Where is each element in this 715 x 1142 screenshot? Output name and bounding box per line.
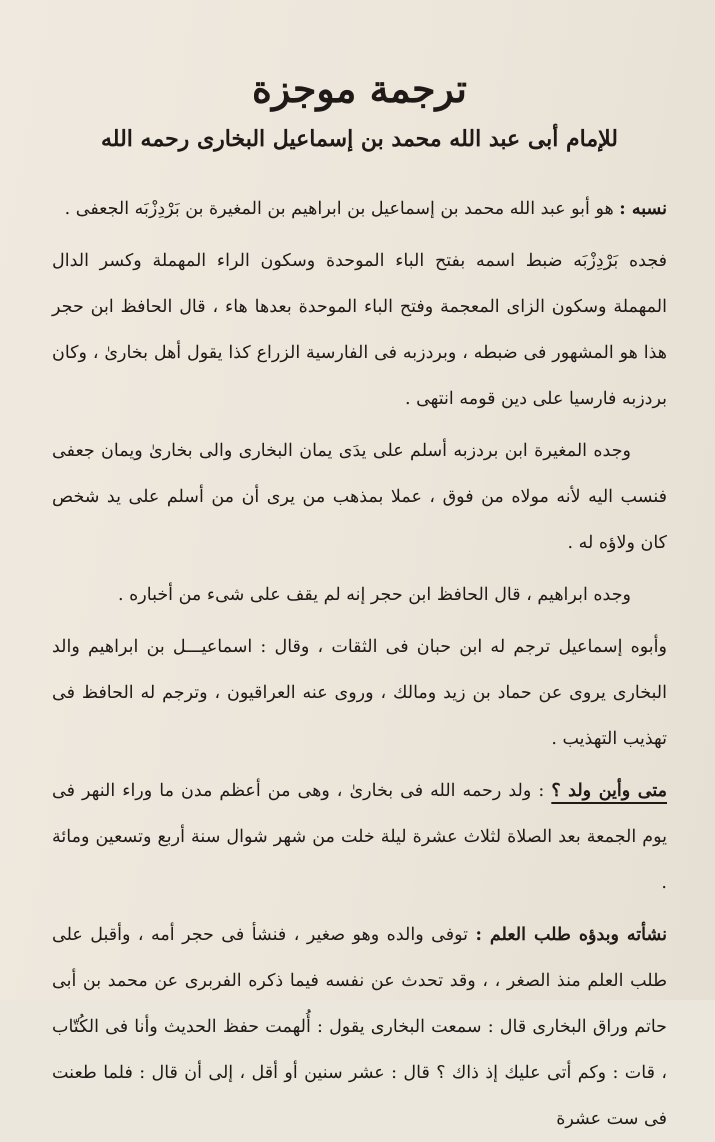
paragraph-text: توفى والده وهو صغير ، فنشأ فى حجر أمه ، وأقبل على طلب العلم منذ الصغر ، ، وقد تحدث عن نفسه فيما ذكره الفربرى عن محمد بن أبى حاتم وراق البخارى قال : سمعت البخارى يقول : أُلهمت حفظ الحديث وأنا فى الكُتّاب ، قات : وكم أتى عليك إذ ذاك ؟ قال : عشر سنين أو أقل ، إلى أن قال : فلما طعنت فى ست عشرة [52,925,667,1130]
page-subtitle: للإمام أبى عبد الله محمد بن إسماعيل البخارى رحمه الله [101,125,618,152]
paragraph-father [52,624,667,762]
paragraph-birth [52,768,667,906]
paragraph-text: : ولد رحمه الله فى بخارىٰ ، وهى من أعظم مدن ما وراء النهر فى يوم الجمعة بعد الصلاة لثلاث عشرة ليلة خلت من شهر شوال سنة أربع وتسعين ومائة . [52,781,667,894]
paragraph-grandfather-name [52,238,667,422]
paragraph-lead: نسبه : [619,199,667,220]
paragraph-mughira [52,428,667,566]
paragraph-lineage [52,186,667,232]
paragraph-text: فجده بَرْدِزْبَه ضبط اسمه بفتح الباء الموحدة وسكون الراء المهملة وكسر الدال المهملة وسكون الزاى المعجمة وفتح الباء الموحدة بعدها هاء ، قال الحافظ ابن حجر هذا هو المشهور فى ضبطه ، وبردزبه فى الفارسية الزراع كذا يقول أهل بخارىٰ ، وكان بردزبه فارسيا على دين قومه انتهى . [52,251,667,410]
paragraph-text: وجده ابراهيم ، قال الحافظ ابن حجر إنه لم يقف على شىء من أخباره . [118,585,631,606]
paragraph-lead: متى وأين ولد ؟ [551,781,668,802]
paragraph-upbringing [52,912,667,1142]
paragraph-text: هو أبو عبد الله محمد بن إسماعيل بن ابراهيم بن المغيرة بن بَرْدِزْبَه الجعفى . [64,199,620,220]
paragraph-text: وجده المغيرة ابن بردزبه أسلم على يدَى يمان البخارى والى بخارىٰ ويمان جعفى فنسب اليه لأنه مولاه من فوق ، عملا بمذهب من يرى أن من أسلم على يد شخص كان ولاؤه له . [52,441,667,554]
paragraph-ibrahim [52,572,667,618]
paragraph-lead: نشأته وبدؤه طلب العلم : [475,925,667,946]
paragraph-text: وأبوه إسماعيل ترجم له ابن حبان فى الثقات ، وقال : اسماعيـــل بن ابراهيم والد البخارى يروى عن حماد بن زيد ومالك ، وروى عنه العراقيون ، وترجم له الحافظ فى تهذيب التهذيب . [52,637,667,750]
page-title: ترجمة موجزة [252,66,467,111]
